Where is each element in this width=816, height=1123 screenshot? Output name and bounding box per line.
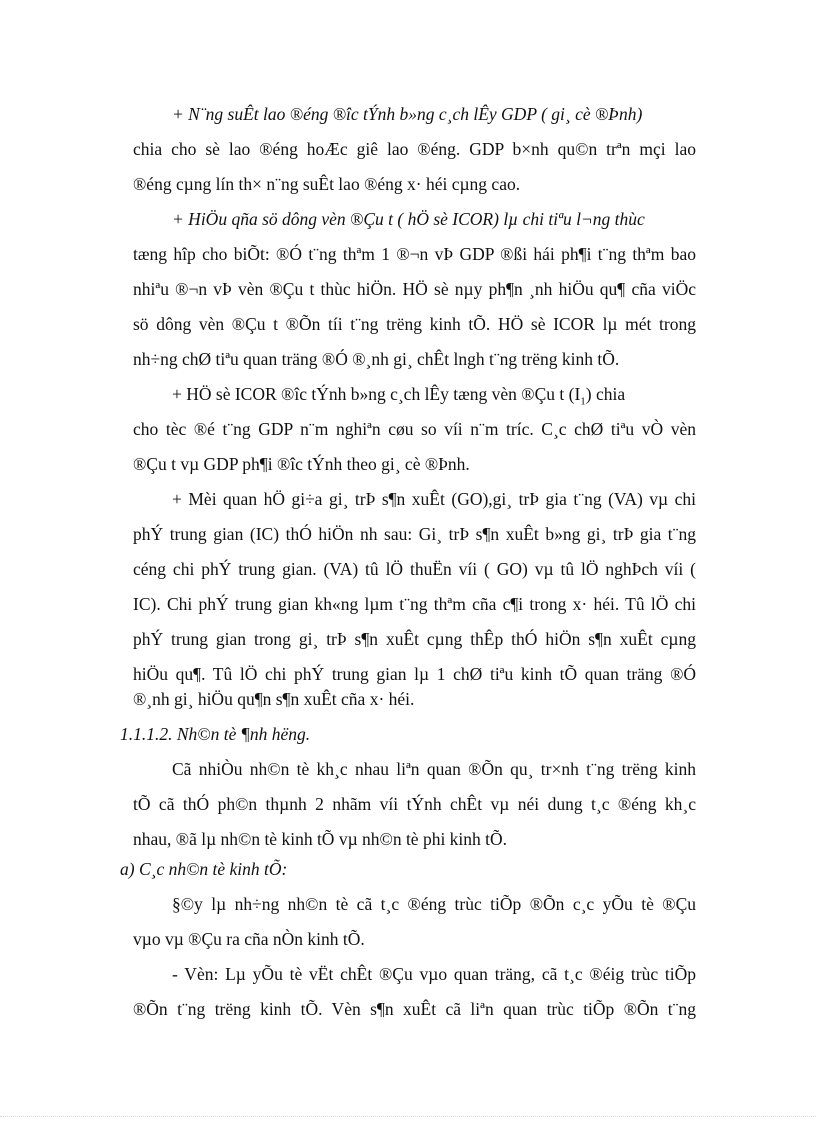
paragraph-line-13: phÝ trung gian (IC) thÓ hiÖn nh sau: Gi¸ trÞ s¶n xuÊt b»ng gi¸ trÞ gia t¨ng [133,524,696,544]
paragraph-line-14: céng chi phÝ trung gian. (VA) tû lÖ thuËn víi ( GO) vµ tû lÖ nghÞch víi ( [133,559,696,579]
paragraph-line-21: tÕ cã thÓ ph©n thµnh 2 nhãm víi tÝnh chÊt vµ néi dung t¸c ®éng kh¸c [133,794,696,814]
icor-formula-tail: ) chia [585,384,626,404]
paragraph-line-18: ®¸nh gi¸ hiÖu qu¶n s¶n xuÊt cña x· héi. [133,689,415,709]
paragraph-line-10: cho tèc ®é t¨ng GDP n¨m nghiªn cøu so víi n¨m tríc. C¸c chØ tiªu vÒ vèn [133,419,696,439]
paragraph-line-3: ®éng cµng lín th× n¨ng suÊt lao ®éng x· héi cµng cao. [133,174,521,194]
page-bottom-dotted-border [0,1116,816,1117]
paragraph-line-16: phÝ trung gian trong gi¸ trÞ s¶n xuÊt cµng thÊp thÓ hiÖn s¶n xuÊt cµng [133,629,696,649]
paragraph-line-8: nh÷ng chØ tiªu quan träng ®Ó ®¸nh gi¸ chÊt lngh t¨ng trëng kinh tÕ. [133,349,620,369]
paragraph-line-7: sö dông vèn ®Çu t ®Õn tíi t¨ng trëng kinh tÕ. HÖ sè ICOR lµ mét trong [133,314,696,334]
paragraph-line-20: Cã nhiÒu nh©n tè kh¸c nhau liªn quan ®Õn qu¸ tr×nh t¨ng trëng kinh [172,759,696,779]
paragraph-line-11: ®Çu t vµ GDP ph¶i ®îc tÝnh theo gi¸ cè ®Þnh. [133,454,470,474]
paragraph-line-27: ®Õn t¨ng trëng kinh tÕ. Vèn s¶n xuÊt cã liªn quan trùc tiÕp ®Õn t¨ng [133,999,696,1019]
paragraph-line-17: hiÖu qu¶. Tû lÖ chi phÝ trung gian lµ 1 chØ tiªu kinh tÕ quan träng ®Ó [133,664,696,684]
paragraph-line-4 [172,208,696,230]
labor-productivity-text: + N¨ng suÊt lao ®éng ®îc tÝnh b»ng c¸ch lÊy GDP ( gi¸ cè ®Þnh) [172,104,643,124]
icor-subscript: 1 [580,395,586,408]
paragraph-line-5: tæng hîp cho biÕt: ®Ó t¨ng thªm 1 ®¬n vÞ GDP ®ßi hái ph¶i t¨ng thªm bao [133,244,696,264]
paragraph-line-25: vµo vµ ®Çu ra cña nÒn kinh tÕ. [133,929,365,949]
subsection-heading-a: a) C¸c nh©n tè kinh tÕ: [120,859,288,879]
paragraph-line-22: nhau, ®ã lµ nh©n tè kinh tÕ vµ nh©n tè phi kinh tÕ. [133,829,508,849]
paragraph-line-15: IC). Chi phÝ trung gian kh«ng lµm t¨ng thªm cña c¶i trong x· héi. Tû lÖ chi [133,594,696,614]
icor-formula-text: + HÖ sè ICOR ®îc tÝnh b»ng c¸ch lÊy tæng vèn ®Çu t (I [172,384,581,404]
paragraph-line-24: §©y lµ nh÷ng nh©n tè cã t¸c ®éng trùc tiÕp ®Õn c¸c yÕu tè ®Çu [172,894,696,914]
paragraph-line-1 [172,103,696,125]
section-heading-1-1-1-2: 1.1.1.2. Nh©n tè ¶nh hëng. [120,724,311,744]
paragraph-line-6: nhiªu ®¬n vÞ vèn ®Çu t thùc hiÖn. HÖ sè nµy ph¶n ¸nh hiÖu qu¶ cña viÖc [133,279,696,299]
icor-heading-text: + HiÖu qña sö dông vèn ®Çu t ( hÖ sè ICOR) lµ chi tiªu l¬ng thùc [172,209,645,229]
paragraph-line-12: + Mèi quan hÖ gi÷a gi¸ trÞ s¶n xuÊt (GO),gi¸ trÞ gia t¨ng (VA) vµ chi [172,489,696,509]
paragraph-line-9 [172,383,626,408]
paragraph-line-26: - Vèn: Lµ yÕu tè vËt chÊt ®Çu vµo quan träng, cã t¸c ®éig trùc tiÕp [172,964,696,984]
paragraph-line-2: chia cho sè lao ®éng hoÆc giê lao ®éng. GDP b×nh qu©n trªn mçi lao [133,139,696,159]
